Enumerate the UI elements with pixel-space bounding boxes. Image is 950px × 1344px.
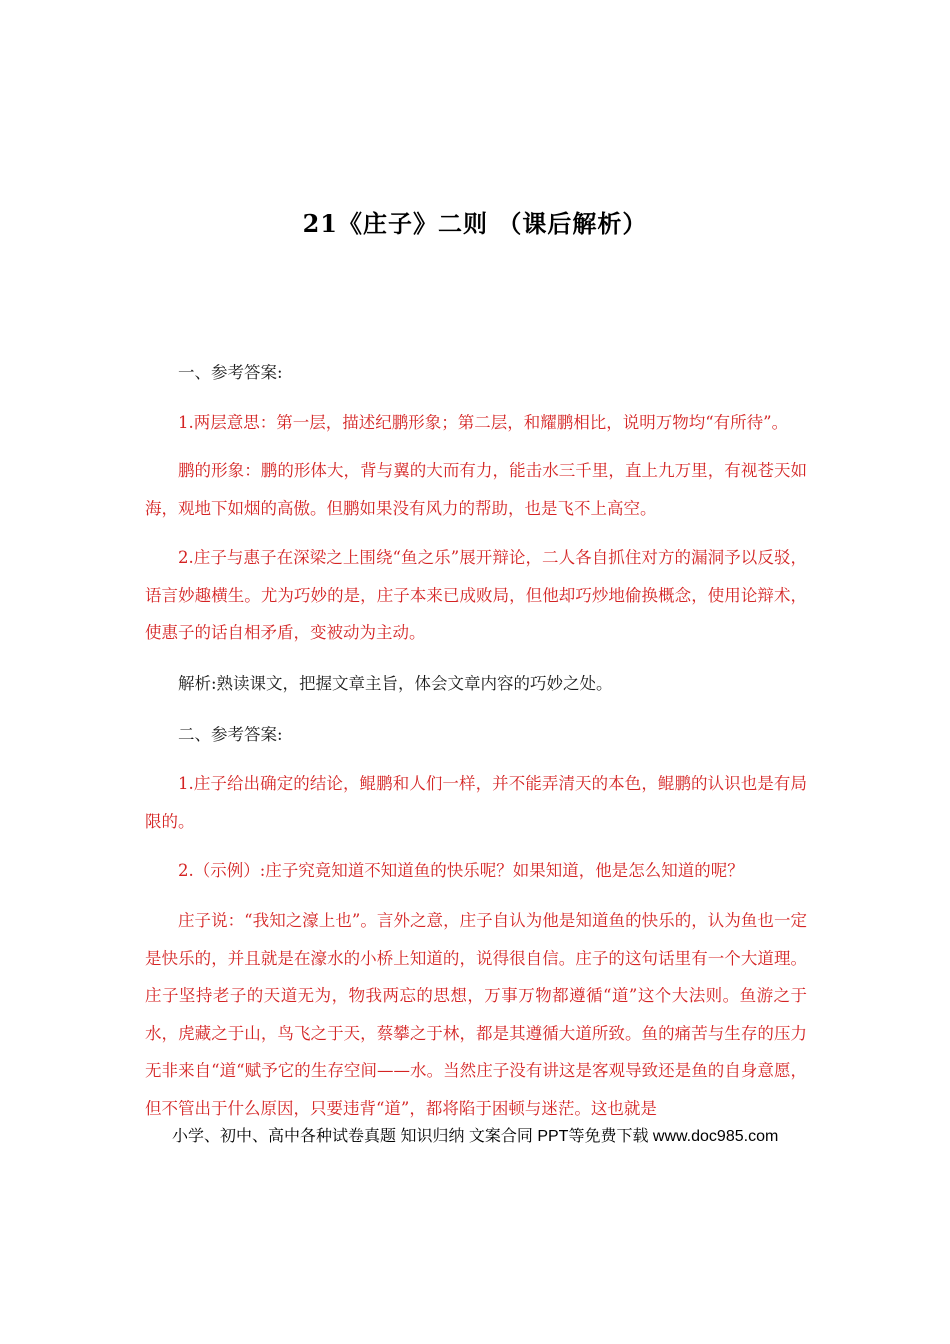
answer-paragraph: 1.两层意思：第一层，描述纪鹏形象；第二层，和耀鹏相比，说明万物均“有所待”。	[178, 413, 789, 432]
section-heading-2: 二、参考答案:	[178, 725, 283, 744]
answer-paragraph: 2.庄子与惠子在深梁之上围绕“鱼之乐”展开辩论，二人各自抓住对方的漏洞予以反驳，语言妙趣横生。尤为巧妙的是，庄子本来已成败局，但他却巧炒地偷换概念，使用论辩术，使惠子的话自相矛盾，变被动为主动。	[145, 548, 807, 642]
answer-paragraph: 鹏的形象：鹏的形体大，背与翼的大而有力，能击水三千里，直上九万里，有视苍天如海，观地下如烟的高傲。但鹏如果没有风力的帮助，也是飞不上高空。	[145, 461, 807, 518]
document-title: 21《庄子》二则 （课后解析）	[302, 209, 648, 238]
answer-paragraph: 1.庄子给出确定的结论，鲲鹏和人们一样，并不能弄清天的本色，鲲鹏的认识也是有局限的。	[145, 774, 807, 831]
analysis-paragraph: 解析:熟读课文，把握文章主旨，体会文章内容的巧妙之处。	[178, 674, 613, 693]
answer-paragraph: 2.（示例）:庄子究竟知道不知道鱼的快乐呢？如果知道，他是怎么知道的呢？	[178, 861, 744, 880]
section-heading-1: 一、参考答案:	[178, 363, 283, 382]
footer-text: 小学、初中、高中各种试卷真题 知识归纳 文案合同 PPT等免费下载 www.doc985.com	[172, 1128, 779, 1145]
answer-paragraph: 庄子说：“我知之濠上也”。言外之意，庄子自认为他是知道鱼的快乐的，认为鱼也一定是快乐的，并且就是在濠水的小桥上知道的，说得很自信。庄子的这句话里有一个大道理。庄子坚持老子的天道无为，物我两忘的思想，万事万物都遵循“道”这个大法则。鱼游之于水，虎藏之于山，鸟飞之于天，蔡攀之于林，都是其遵循大道所致。鱼的痛苦与生存的压力无非来自“道“赋予它的生存空间——水。当然庄子没有讲这是客观导致还是鱼的自身意愿，但不管出于什么原因，只要违背“道”，都将陷于困顿与迷茫。这也就是	[145, 911, 807, 1118]
